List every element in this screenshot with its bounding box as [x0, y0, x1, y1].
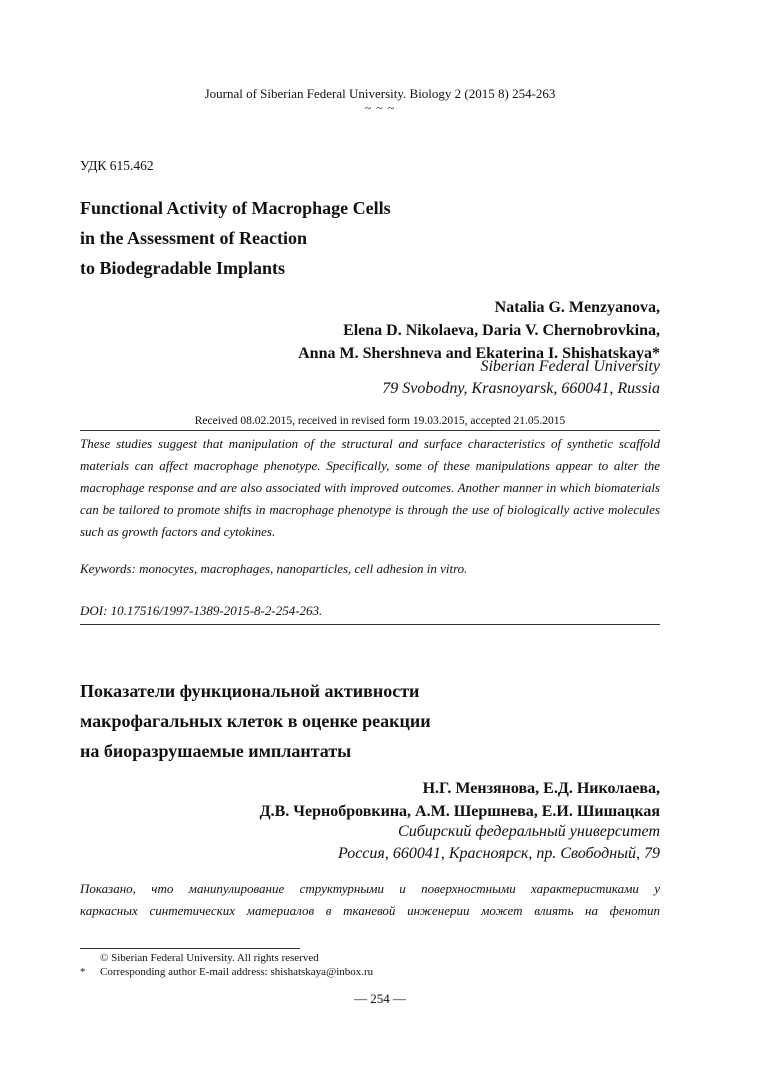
title-line: to Biodegradable Implants — [80, 258, 286, 278]
title-line: на биоразрушаемые имплантаты — [80, 741, 352, 761]
divider — [80, 624, 660, 625]
abstract-line: Показано, что манипулирование структурными и поверхностными характеристиками у — [80, 881, 660, 896]
footnote-marker: * — [80, 966, 86, 978]
affiliation-english — [382, 356, 660, 400]
udc-code: УДК 615.462 — [80, 158, 154, 173]
title-line: макрофагальных клеток в оценке реакции — [80, 711, 431, 731]
divider — [80, 430, 660, 431]
affiliation-line: Siberian Federal University — [480, 358, 660, 375]
author-line: Д.В. Чернобровкина, А.М. Шершнева, Е.И. Шишацкая — [259, 803, 660, 820]
keywords-english: Keywords: monocytes, macrophages, nanoparticles, cell adhesion in vitro. — [80, 561, 468, 576]
footnote-corresponding-author: Corresponding author E-mail address: shishatskaya@inbox.ru — [100, 966, 374, 978]
abstract-russian — [80, 878, 660, 922]
footnote-divider — [80, 948, 300, 949]
received-dates: Received 08.02.2015, received in revised form 19.03.2015, accepted 21.05.2015 — [194, 415, 566, 427]
title-english — [80, 193, 391, 283]
affiliation-line: Россия, 660041, Красноярск, пр. Свободный, 79 — [338, 845, 660, 862]
title-russian — [80, 676, 431, 766]
author-line: Anna M. Shershneva and Ekaterina I. Shishatskaya* — [298, 345, 660, 362]
title-line: Показатели функциональной активности — [80, 681, 420, 701]
doi: DOI: 10.17516/1997-1389-2015-8-2-254-263. — [80, 603, 323, 618]
affiliation-line: 79 Svobodny, Krasnoyarsk, 660041, Russia — [382, 380, 660, 397]
title-line: in the Assessment of Reaction — [80, 228, 307, 248]
author-line: Natalia G. Menzyanova, — [494, 299, 660, 316]
abstract-english: These studies suggest that manipulation of the structural and surface characteristics of synthetic scaffold materials can affect macrophage phenotype. Specifically, some of these manipulations appear to alter the macrophage response and are also associated with improved outcomes. Another manner in which biomaterials can be tailored to promote shifts in macrophage phenotype is through the use of biologically active molecules such as growth factors and cytokines. — [80, 436, 660, 539]
affiliation-russian — [338, 821, 660, 865]
title-line: Functional Activity of Macrophage Cells — [80, 198, 391, 218]
page-number: — 254 — — [354, 991, 406, 1006]
authors-english — [298, 296, 660, 365]
affiliation-line: Сибирский федеральный университет — [398, 823, 660, 840]
abstract-line: каркасных синтетических материалов в тканевой инженерии может влиять на фенотип — [80, 903, 660, 918]
author-line: Н.Г. Мензянова, Е.Д. Николаева, — [422, 780, 660, 797]
author-line: Elena D. Nikolaeva, Daria V. Chernobrovkina, — [343, 322, 660, 339]
footnote-copyright: © Siberian Federal University. All rights reserved — [100, 952, 319, 964]
journal-header: Journal of Siberian Federal University. Biology 2 (2015 8) 254-263 — [204, 86, 556, 101]
header-ornament: ~ ~ ~ — [364, 101, 396, 115]
authors-russian — [260, 777, 660, 823]
